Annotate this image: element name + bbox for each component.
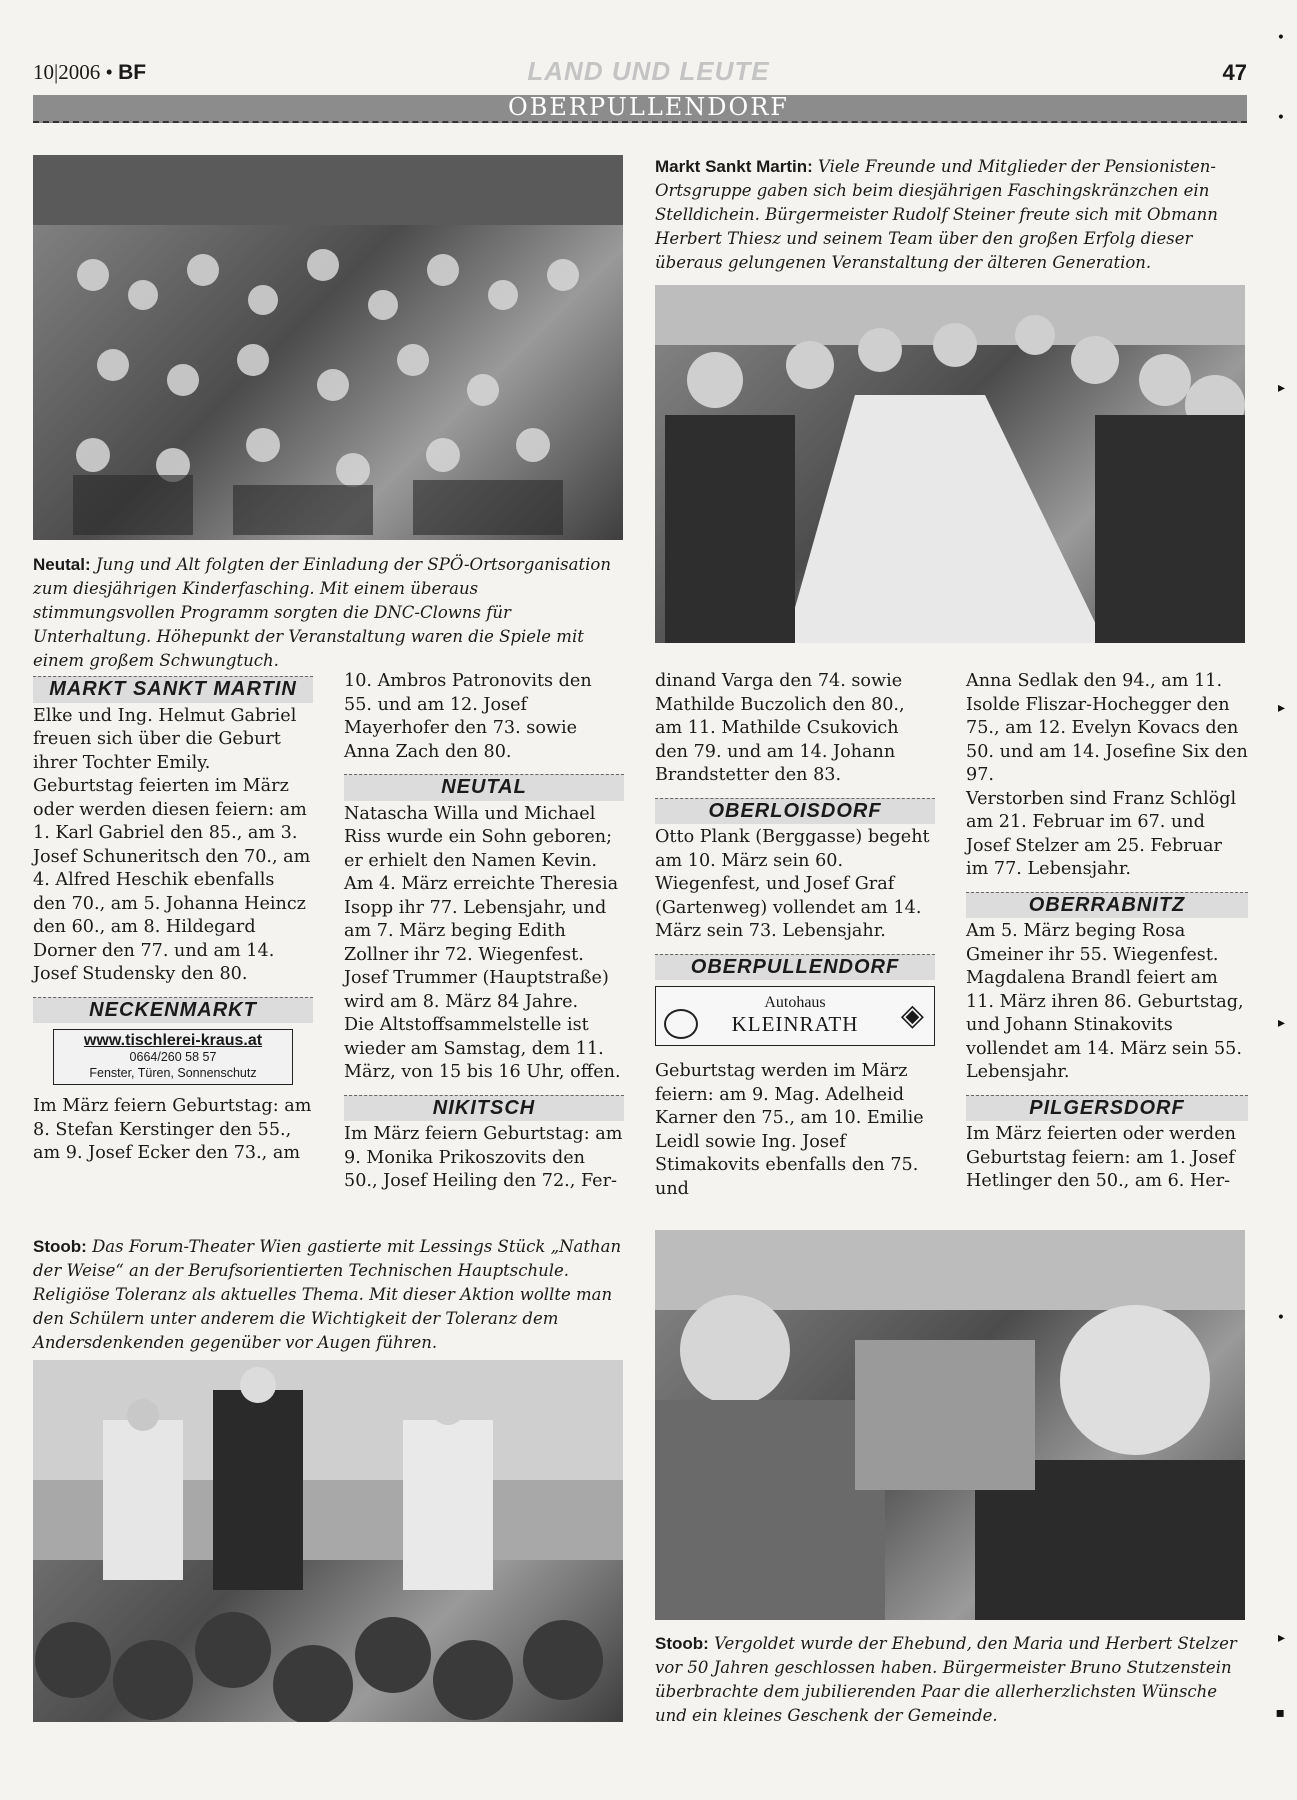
photo-neutal-children: [33, 155, 623, 540]
column-2: [344, 670, 624, 1194]
section-head-oberloisdorf: OBERLOISDORF: [655, 798, 935, 825]
paragraph: Elke und Ing. Helmut Gabriel freuen sich über die Geburt ihrer Tochter Emily.: [33, 705, 297, 773]
caption-text: Jung und Alt folgten der Einladung der SPÖ-Ortsorganisation zum diesjährigen Kinderfasching. Mit einem überaus stimmungsvollen Programm sorgten die DNC-Clowns für Unterhaltung. Höhepunkt der Veranstaltung waren die Spiele mit einem großem Schwungtuch.: [33, 555, 611, 670]
paragraph: 10. Ambros Patronovits den 55. und am 12. Josef Mayerhofer den 73. sowie Anna Zach den 80.: [344, 671, 592, 762]
paragraph: dinand Varga den 74. sowie Mathilde Buczolich den 80., am 11. Mathilde Csukovich den 79. und am 14. Johann Brandstetter den 83.: [655, 671, 905, 785]
section-head-markt-sankt-martin: MARKT SANKT MARTIN: [33, 676, 313, 703]
ad-tischlerei-kraus: [53, 1029, 293, 1085]
section-head-oberrabnitz: OBERRABNITZ: [966, 892, 1248, 919]
paragraph: Geburtstag werden im März feiern: am 9. Mag. Adelheid Karner den 75., am 10. Emilie Leidl sowie Ing. Josef Stimakovits ebenfalls den 75. und: [655, 1061, 924, 1199]
issue-number: 10|2006: [33, 60, 101, 84]
ad-url[interactable]: www.tischlerei-kraus.at: [83, 1032, 263, 1049]
scan-mark: ▸: [1277, 1630, 1285, 1646]
band-divider: [33, 121, 1247, 123]
ad-text: Fenster, Türen, Sonnenschutz: [89, 1066, 257, 1080]
caption-place: Stoob:: [33, 1237, 87, 1256]
scan-mark: ▸: [1277, 1015, 1285, 1031]
paragraph: Natascha Willa und Michael Riss wurde ein Sohn geboren; er erhielt den Namen Kevin.: [344, 803, 613, 871]
column-4: [966, 670, 1248, 1194]
scan-mark: ▸: [1277, 380, 1285, 396]
photo-stoob-couple: [655, 1230, 1245, 1620]
scan-mark: •: [1276, 1310, 1285, 1326]
ad-top-text: Autohaus: [764, 994, 826, 1011]
diamond-logo-icon: ◈: [900, 998, 924, 1033]
column-1: [33, 670, 313, 1166]
paragraph: Otto Plank (Berggasse) begeht am 10. März sein 60. Wiegenfest, und Josef Graf (Gartenweg) vollendet am 14. März sein 73. Lebensjahr.: [655, 827, 930, 941]
paragraph: Josef Trummer (Hauptstraße) wird am 8. März 84 Jahre.: [344, 968, 609, 1012]
page-number: 47: [1222, 60, 1247, 85]
caption-neutal: [33, 553, 623, 673]
caption-place: Stoob:: [655, 1634, 709, 1653]
caption-markt-sankt-martin: [655, 155, 1245, 275]
caption-place: Neutal:: [33, 555, 91, 574]
photo-theater-illustration: [33, 1360, 623, 1722]
paragraph: Die Altstoffsammelstelle ist wieder am Samstag, dem 11. März, von 15 bis 16 Uhr, offen.: [344, 1015, 621, 1082]
photo-pensioners-table: [655, 285, 1245, 643]
scan-mark: ▸: [1277, 700, 1285, 716]
paragraph: Verstorben sind Franz Schlögl am 21. Februar im 67. und Josef Stelzer am 25. Februar im 77. Lebensjahr.: [966, 788, 1237, 879]
paragraph: Im März feiern Geburtstag: am 8. Stefan Kerstinger den 55., am 9. Josef Ecker den 73., am: [33, 1096, 312, 1163]
region-title: OBERPULLENDORF: [508, 93, 789, 121]
section-head-neckenmarkt: NECKENMARKT: [33, 997, 313, 1024]
section-head-nikitsch: NIKITSCH: [344, 1095, 624, 1122]
photo-neutal-illustration: [33, 155, 623, 540]
column-3: [655, 670, 935, 1201]
section-head-oberpullendorf: OBERPULLENDORF: [655, 954, 935, 981]
ad-phone: 0664/260 58 57: [129, 1050, 217, 1064]
magazine-name: BF: [118, 61, 147, 84]
caption-stoob-theater: [33, 1235, 623, 1355]
section-head-pilgersdorf: PILGERSDORF: [966, 1095, 1248, 1122]
photo-couple-illustration: [655, 1230, 1245, 1620]
paragraph: Im März feiern Geburtstag: am 9. Monika Prikoszovits den 50., Josef Heiling den 72., Fer-: [344, 1124, 623, 1191]
caption-place: Markt Sankt Martin:: [655, 157, 813, 176]
ad-autohaus-kleinrath: [655, 986, 935, 1046]
caption-text: Vergoldet wurde der Ehebund, den Maria und Herbert Stelzer vor 50 Jahren geschlossen haben. Bürgermeister Bruno Stutzenstein überbrachte dem jubilierenden Paar die allerherzlichsten Wünsche und ein kleines Geschenk der Gemeinde.: [655, 1634, 1237, 1725]
bullet: •: [105, 60, 113, 84]
scan-mark: •: [1276, 30, 1285, 46]
paragraph: Im März feierten oder werden Geburtstag feiern: am 1. Josef Hetlinger den 50., am 6. Her-: [966, 1124, 1236, 1191]
paragraph: Am 5. März beging Rosa Gmeiner ihr 55. Wiegenfest.: [966, 921, 1219, 965]
paragraph: Am 4. März erreichte Theresia Isopp ihr 77. Lebensjahr, und am 7. März beging Edith Zollner ihr 72. Wiegenfest.: [344, 874, 619, 965]
paragraph: Magdalena Brandl feiert am 11. März ihren 86. Geburtstag, und Johann Stinakovits vollendet am 14. März sein 55. Lebensjahr.: [966, 968, 1244, 1082]
section-title: LAND UND LEUTE: [527, 56, 770, 86]
caption-stoob-couple: [655, 1632, 1245, 1728]
scan-mark: •: [1276, 110, 1285, 126]
scan-mark: ▪: [1275, 1705, 1285, 1721]
photo-pensioners-illustration: [655, 285, 1245, 643]
paragraph: Geburtstag feierten im März oder werden diesen feiern: am 1. Karl Gabriel den 85., am 3. Josef Schuneritsch den 70., am 4. Alfred Heschik ebenfalls den 70., am 5. Johanna Heincz den 60., am 8. Hildegard Dorner den 77. und am 14. Josef Studensky den 80.: [33, 776, 311, 984]
ad-main-text: KLEINRATH: [731, 1012, 859, 1036]
caption-text: Das Forum-Theater Wien gastierte mit Lessings Stück „Nathan der Weise“ an der Berufsorientierten Technischen Hauptschule. Religiöse Toleranz als aktuelles Thema. Mit dieser Aktion wollte man den Schülern unter anderem die Wichtigkeit der Toleranz dem Andersdenkenden gegenüber vor Augen führen.: [33, 1237, 622, 1352]
paragraph: Anna Sedlak den 94., am 11. Isolde Fliszar-Hochegger den 75., am 12. Evelyn Kovacs den 50. und am 14. Josefine Six den 97.: [966, 671, 1248, 785]
caption-text: Viele Freunde und Mitglieder der Pensionisten-Ortsgruppe gaben sich beim diesjährigen Faschingskränzchen ein Stelldichein. Bürgermeister Rudolf Steiner freute sich mit Obmann Herbert Thiesz und seinem Team über den großen Erfolg dieser überaus gelungenen Veranstaltung der älteren Generation.: [655, 157, 1218, 272]
photo-stoob-theater: [33, 1360, 623, 1722]
section-head-neutal: NEUTAL: [344, 774, 624, 801]
